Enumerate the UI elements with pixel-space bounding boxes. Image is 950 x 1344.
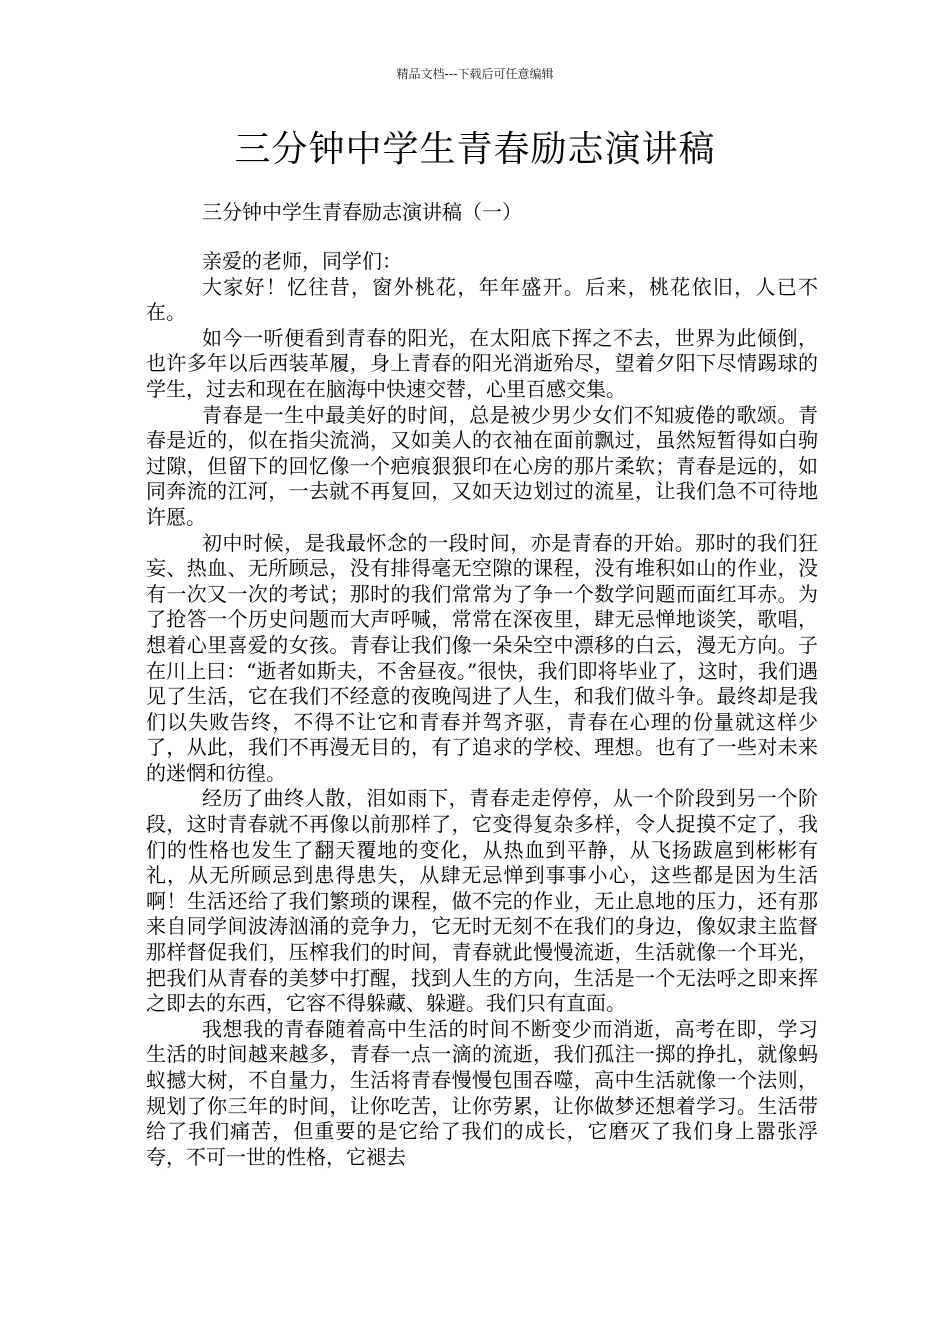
paragraph: 如今一听便看到青春的阳光，在太阳底下挥之不去，世界为此倾倒，也许多年以后西装革履，身上青春的阳光消逝殆尽，望着夕阳下尽情踢球的学生，过去和现在在脑海中快速交替，心里百感交集。: [146, 325, 818, 401]
document-body: [146, 249, 818, 1170]
paragraph: 大家好！忆往昔，窗外桃花，年年盛开。后来，桃花依旧，人已不在。: [146, 274, 818, 325]
paragraph: 经历了曲终人散，泪如雨下，青春走走停停，从一个阶段到另一个阶段，这时青春就不再像以前那样了，它变得复杂多样，令人捉摸不定了，我们的性格也发生了翻天覆地的变化，从热血到平静，从飞扬跋扈到彬彬有礼，从无所顾忌到患得患失，从肆无忌惮到事事小心，这些都是因为生活啊！生活还给了我们繁琐的课程，做不完的作业，无止息地的压力，还有那来自同学间波涛汹涌的竞争力，它无时无刻不在我们的身边，像奴隶主监督那样督促我们，压榨我们的时间，青春就此慢慢流逝，生活就像一个耳光，把我们从青春的美梦中打醒，找到人生的方向，生活是一个无法呼之即来挥之即去的东西，它容不得躲藏、躲避。我们只有直面。: [146, 786, 818, 1016]
paragraph: 青春是一生中最美好的时间，总是被少男少女们不知疲倦的歌颂。青春是近的，似在指尖流淌，又如美人的衣袖在面前飘过，虽然短暂得如白驹过隙，但留下的回忆像一个疤痕狠狠印在心房的那片柔软；青春是远的，如同奔流的江河，一去就不再复回，又如天边划过的流星，让我们急不可待地许愿。: [146, 402, 818, 529]
paragraph-greeting: 亲爱的老师，同学们：: [202, 249, 402, 273]
page-header: 精品文档---下载后可任意编辑: [396, 67, 554, 81]
paragraph: 初中时候，是我最怀念的一段时间，亦是青春的开始。那时的我们狂妄、热血、无所顾忌，没有排得毫无空隙的课程，没有堆积如山的作业，没有一次又一次的考试；那时的我们常常为了争一个数学问题而面红耳赤。为了抢答一个历史问题而大声呼喊，常常在深夜里，肆无忌惮地谈笑，歌唱，想着心里喜爱的女孩。青春让我们像一朵朵空中漂移的白云，漫无方向。子在川上曰：“逝者如斯夫，不舍昼夜。”很快，我们即将毕业了，这时，我们遇见了生活，它在我们不经意的夜晚闯进了人生，和我们做斗争。最终却是我们以失败告终，不得不让它和青春并驾齐驱，青春在心理的份量就这样少了，从此，我们不再漫无目的，有了追求的学校、理想。也有了一些对未来的迷惘和彷徨。: [146, 530, 818, 785]
document-title: 三分钟中学生青春励志演讲稿: [234, 129, 716, 170]
document-subtitle: 三分钟中学生青春励志演讲稿（一）: [202, 200, 522, 224]
paragraph: 我想我的青春随着高中生活的时间不断变少而消逝，高考在即，学习生活的时间越来越多，青春一点一滴的流逝，我们孤注一掷的挣扎，就像蚂蚁撼大树，不自量力，生活将青春慢慢包围吞噬，高中生活就像一个法则，规划了你三年的时间，让你吃苦，让你劳累，让你做梦还想着学习。生活带给了我们痛苦，但重要的是它给了我们的成长，它磨灭了我们身上嚣张浮夸，不可一世的性格，它褪去: [146, 1016, 818, 1169]
